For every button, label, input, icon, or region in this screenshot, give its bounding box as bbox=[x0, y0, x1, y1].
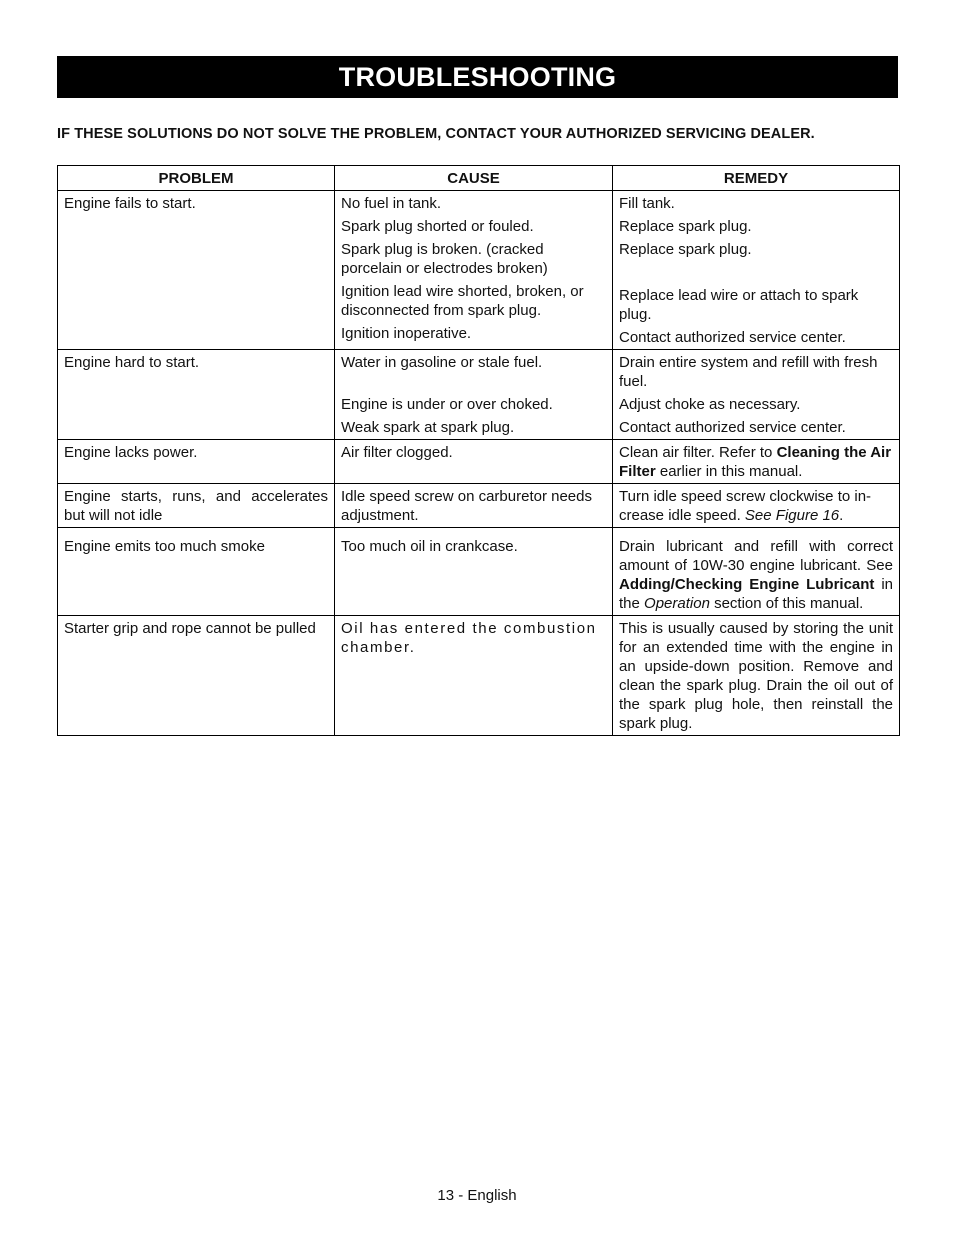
remedy-text: Contact authorized service center. bbox=[619, 329, 846, 346]
remedy-text-part: . bbox=[839, 507, 844, 524]
cause-cell bbox=[335, 528, 613, 616]
remedy-bold-ref: Cleaning the Air Filter bbox=[619, 444, 892, 480]
remedy-italic-ref: See Figure 16 bbox=[744, 507, 840, 524]
page-footer: 13 - English bbox=[437, 1187, 517, 1204]
remedy-text: Drain entire system and refill with fresh fuel. bbox=[619, 354, 878, 390]
cause-cell bbox=[335, 191, 613, 350]
problem-text: Engine lacks power. bbox=[64, 444, 198, 461]
remedy-text-part: Drain lubricant and refill with correct amount of 10W-30 engine lubricant. See bbox=[619, 538, 893, 574]
cause-text: Spark plug shorted or fouled. bbox=[341, 218, 534, 235]
remedy-text: Adjust choke as necessary. bbox=[619, 396, 801, 413]
cause-text: Ignition inoperative. bbox=[341, 325, 472, 342]
table-row bbox=[58, 440, 900, 484]
title-bar bbox=[57, 56, 898, 98]
remedy-text-part: Turn idle speed screw clockwise to in-crease idle speed. bbox=[619, 488, 872, 524]
header-problem: PROBLEM bbox=[58, 166, 335, 191]
table-header-row bbox=[58, 166, 900, 191]
page-title: TROUBLESHOOTING bbox=[338, 61, 617, 92]
table-row bbox=[58, 484, 900, 528]
remedy-cell bbox=[613, 616, 900, 736]
cause-text: Weak spark at spark plug. bbox=[341, 419, 515, 436]
cause-cell bbox=[335, 350, 613, 440]
cause-cell bbox=[335, 440, 613, 484]
cause-cell bbox=[335, 616, 613, 736]
remedy-text-part: section of this manual. bbox=[709, 595, 864, 612]
table-row bbox=[58, 528, 900, 616]
remedy-cell bbox=[613, 350, 900, 440]
cause-text: Ignition lead wire shorted, broken, or disconnected from spark plug. bbox=[341, 283, 584, 319]
remedy-text-part: Clean air filter. Refer to bbox=[619, 444, 777, 461]
remedy-bold-ref: Adding/Checking Engine Lubricant bbox=[619, 576, 875, 593]
problem-cell bbox=[58, 528, 335, 616]
remedy-italic-ref: Operation bbox=[644, 595, 710, 612]
remedy-cell bbox=[613, 528, 900, 616]
problem-cell bbox=[58, 191, 335, 350]
problem-text: Engine hard to start. bbox=[64, 354, 200, 371]
cause-text: Oil has entered the combustion chamber. bbox=[341, 620, 597, 656]
cause-text: No fuel in tank. bbox=[341, 195, 442, 212]
problem-cell bbox=[58, 350, 335, 440]
service-notice: IF THESE SOLUTIONS DO NOT SOLVE THE PROBLEM, CONTACT YOUR AUTHORIZED SERVICING DEALER. bbox=[57, 126, 815, 142]
troubleshooting-table bbox=[57, 165, 900, 736]
remedy-cell bbox=[613, 440, 900, 484]
remedy-cell bbox=[613, 191, 900, 350]
remedy-text bbox=[619, 537, 893, 613]
cause-text: Spark plug is broken. (cracked porcelain or electrodes broken) bbox=[341, 241, 548, 277]
cause-text: Too much oil in crankcase. bbox=[341, 538, 518, 555]
header-cause: CAUSE bbox=[335, 166, 613, 191]
remedy-text bbox=[619, 443, 893, 481]
problem-text: Engine starts, runs, and accelerates but will not idle bbox=[64, 488, 328, 524]
remedy-text: Replace spark plug. bbox=[619, 218, 752, 235]
cause-text: Air filter clogged. bbox=[341, 444, 453, 461]
remedy-text: Replace lead wire or attach to spark plug. bbox=[619, 287, 859, 323]
remedy-text-part: in the bbox=[619, 576, 893, 612]
problem-text: Engine fails to start. bbox=[64, 195, 196, 212]
problem-text: Starter grip and rope cannot be pulled bbox=[64, 620, 316, 637]
cause-text: Water in gasoline or stale fuel. bbox=[341, 354, 543, 371]
cause-text: Idle speed screw on carburetor needs adjustment. bbox=[341, 488, 592, 524]
table-row bbox=[58, 616, 900, 736]
remedy-text: Fill tank. bbox=[619, 195, 675, 212]
remedy-text: This is usually caused by storing the unit for an extended time with the engine in an upside-down position. Remove and clean the spark plug. Drain the oil out of the spark plug hole, then reinstall the spark plug. bbox=[619, 620, 893, 732]
problem-text: Engine emits too much smoke bbox=[64, 538, 265, 555]
problem-cell bbox=[58, 440, 335, 484]
remedy-text-part: earlier in this manual. bbox=[655, 463, 803, 480]
problem-cell bbox=[58, 484, 335, 528]
remedy-text: Contact authorized service center. bbox=[619, 419, 846, 436]
remedy-cell bbox=[613, 484, 900, 528]
problem-cell bbox=[58, 616, 335, 736]
header-remedy: REMEDY bbox=[613, 166, 900, 191]
cause-text: Engine is under or over choked. bbox=[341, 396, 553, 413]
remedy-text bbox=[619, 487, 893, 525]
cause-cell bbox=[335, 484, 613, 528]
remedy-text: Replace spark plug. bbox=[619, 241, 752, 258]
table-row bbox=[58, 350, 900, 440]
table-row bbox=[58, 191, 900, 350]
